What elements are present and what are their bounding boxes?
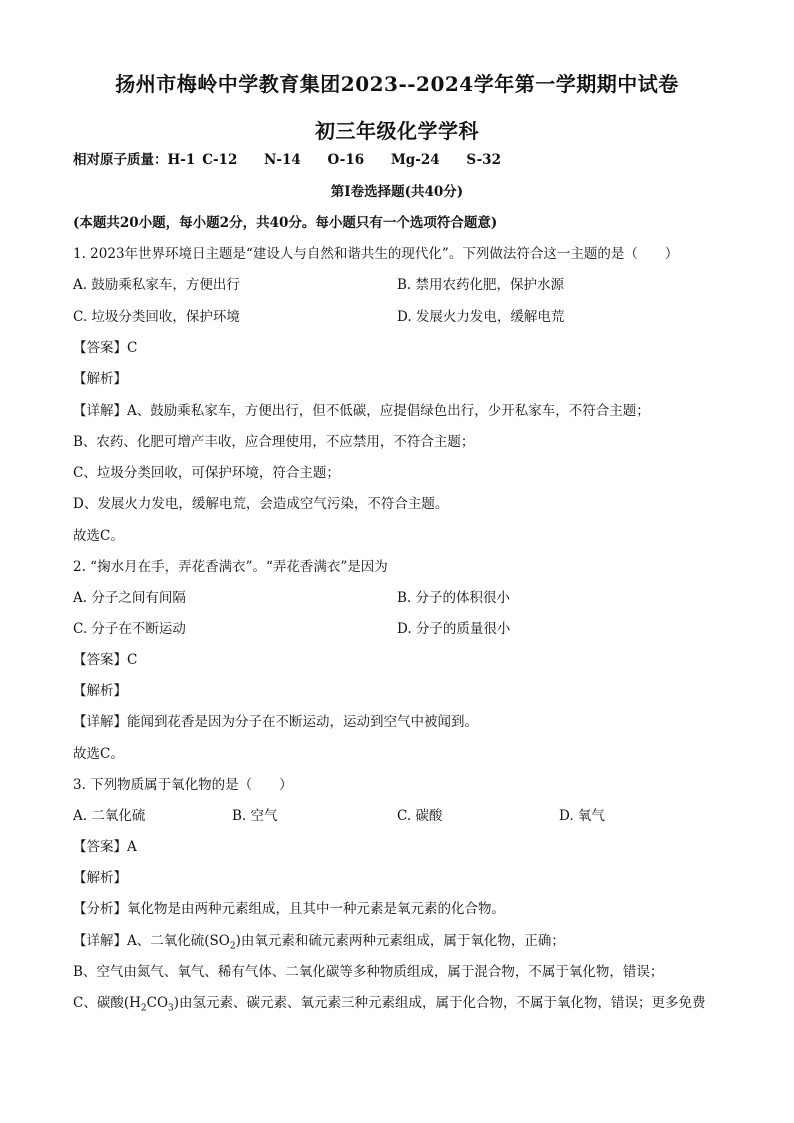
mass-s: S-32	[466, 152, 501, 168]
q3-stem: 3. 下列物质属于氧化物的是（ ）	[73, 777, 293, 793]
q1-option-b: B. 禁用农药化肥，保护水源	[397, 277, 565, 293]
section-instruction: (本题共20小题，每小题2分，共40分。每小题只有一个选项符合题意)	[73, 215, 498, 231]
q1-detail-text: A、鼓励乘私家车，方便出行，但不低碳，应提倡绿色出行，少开私家车，不符合主题；	[127, 403, 650, 419]
q3-answer	[73, 838, 137, 856]
q2-analysis-label: 【解析】	[73, 683, 127, 699]
q3-detail-c-pre: C、碳酸(H	[73, 995, 141, 1011]
q1-detail-c: C、垃圾分类回收，可保护环境，符合主题；	[73, 465, 340, 481]
q2-option-c: C. 分子在不断运动	[73, 621, 186, 637]
mass-h: H-1	[167, 152, 196, 168]
page-title: 扬州市梅岭中学教育集团2023--2024学年第一学期期中试卷	[115, 72, 679, 96]
detail-label: 【详解】	[73, 714, 127, 730]
q2-option-b: B. 分子的体积很小	[397, 590, 511, 606]
q1-detail-d: D、发展火力发电，缓解电荒，会造成空气污染，不符合主题。	[73, 496, 449, 512]
q2-stem: 2. “掬水月在手，弄花香满衣”。“弄花香满衣”是因为	[73, 559, 388, 575]
q1-option-d: D. 发展火力发电，缓解电荒	[397, 309, 565, 325]
answer-label: 【答案】	[73, 340, 127, 356]
q1-option-c: C. 垃圾分类回收，保护环境	[73, 309, 240, 325]
section-title: 第Ⅰ卷选择题(共40分)	[330, 184, 464, 200]
q3-detail-a-pre: A、二氧化硫(SO	[127, 933, 230, 949]
q3-analysis-label: 【解析】	[73, 870, 127, 886]
q3-option-d: D. 氧气	[559, 808, 605, 824]
q3-option-c: C. 碳酸	[397, 808, 443, 824]
q2-option-a: A. 分子之间有间隔	[73, 590, 186, 606]
q3-fenxi-text: 氧化物是由两种元素组成，且其中一种元素是氧元素的化合物。	[127, 901, 505, 917]
q3-detail-c-sub2: 3	[168, 1003, 174, 1014]
q3-detail-c-mid: CO	[146, 995, 169, 1011]
page-subtitle: 初三年级化学学科	[315, 119, 479, 143]
q1-answer	[73, 339, 137, 357]
mass-n: N-14	[264, 152, 301, 168]
q2-detail	[73, 713, 478, 731]
q1-option-a: A. 鼓励乘私家车，方便出行	[73, 277, 240, 293]
q3-fenxi	[73, 900, 505, 918]
atomic-mass-row	[73, 151, 501, 169]
q2-detail-text: 能闻到花香是因为分子在不断运动，运动到空气中被闻到。	[127, 714, 478, 730]
q3-detail-a-sub: 2	[229, 941, 236, 952]
q2-conclusion: 故选C。	[73, 746, 124, 762]
q3-detail-a-post: )由氧元素和硫元素两种元素组成，属于氧化物，正确；	[235, 933, 565, 949]
q3-detail	[73, 932, 565, 950]
q1-stem: 1. 2023年世界环境日主题是“建设人与自然和谐共生的现代化”。下列做法符合这一主题的是（ ）	[73, 246, 679, 262]
q3-detail-c	[73, 994, 706, 1012]
q1-analysis-label: 【解析】	[73, 371, 127, 387]
q3-answer-value: A	[127, 839, 137, 855]
atomic-mass-label: 相对原子质量：	[73, 152, 168, 168]
q2-answer	[73, 651, 137, 669]
mass-mg: Mg-24	[390, 152, 440, 168]
mass-o: O-16	[327, 152, 365, 168]
q2-answer-value: C	[127, 652, 138, 668]
q2-option-d: D. 分子的质量很小	[397, 621, 511, 637]
q1-detail-b: B、农药、化肥可增产丰收，应合理使用，不应禁用，不符合主题；	[73, 434, 475, 450]
q3-detail-c-post: )由氢元素、碳元素、氧元素三种元素组成，属于化合物，不属于氧化物，错误；更多免费	[173, 995, 706, 1011]
detail-label: 【详解】	[73, 933, 127, 949]
q3-detail-b: B、空气由氮气、氧气、稀有气体、二氧化碳等多种物质组成，属于混合物，不属于氧化物，错误；	[73, 964, 664, 980]
detail-label: 【详解】	[73, 403, 127, 419]
q1-conclusion: 故选C。	[73, 528, 124, 544]
q3-detail-c-sub1: 2	[140, 1003, 147, 1014]
answer-label: 【答案】	[73, 839, 127, 855]
answer-label: 【答案】	[73, 652, 127, 668]
fenxi-label: 【分析】	[73, 901, 127, 917]
q1-detail	[73, 402, 650, 420]
q1-answer-value: C	[127, 340, 138, 356]
q3-option-b: B. 空气	[232, 808, 278, 824]
q3-option-a: A. 二氧化硫	[73, 808, 146, 824]
mass-c: C-12	[202, 152, 238, 168]
